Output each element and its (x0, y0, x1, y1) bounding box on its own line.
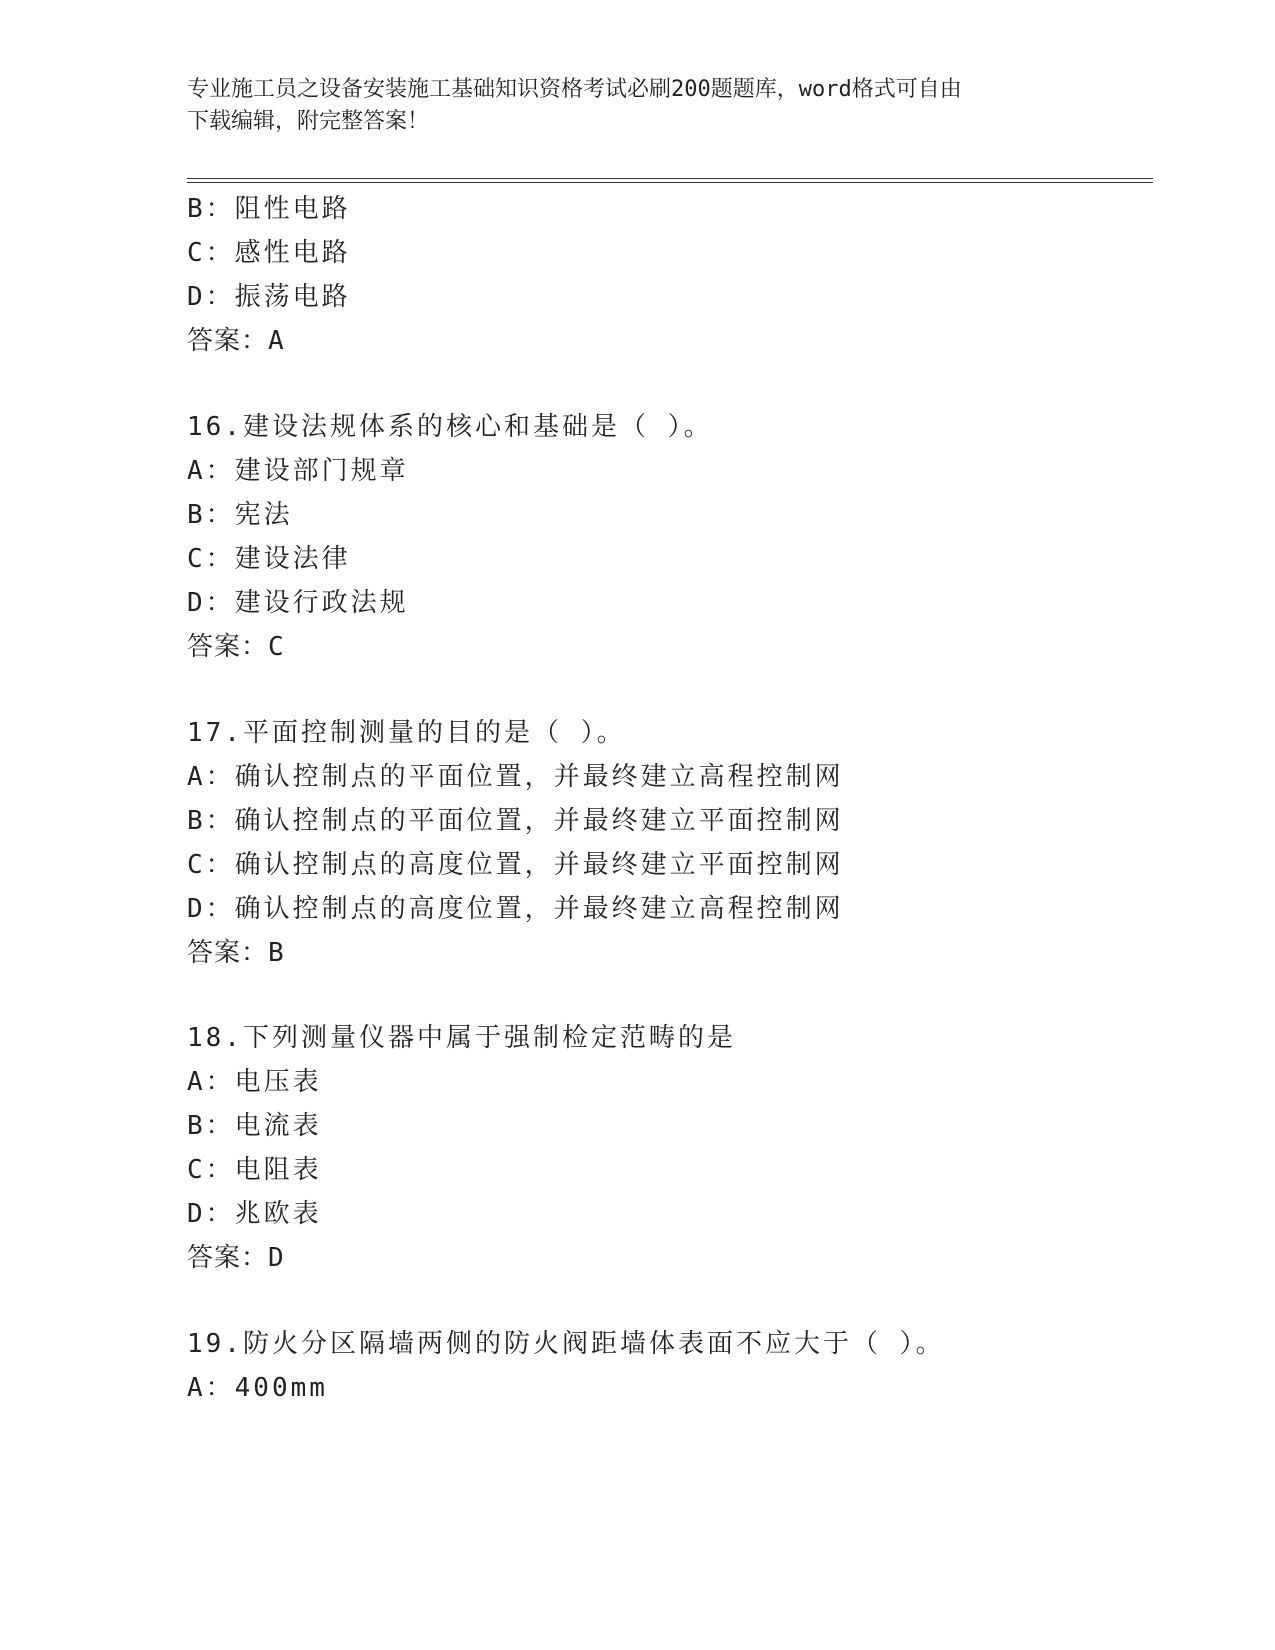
q17-answer: 答案：B (187, 938, 285, 968)
q18-answer: 答案：D (187, 1243, 285, 1273)
q18-question: 18.下列测量仪器中属于强制检定范畴的是 (187, 1023, 736, 1053)
q16-option-d: D：建设行政法规 (187, 588, 409, 618)
header-line-1: 专业施工员之设备安装施工基础知识资格考试必刷200题题库，word格式可自由 (187, 77, 962, 102)
document-header (187, 74, 1067, 138)
q17-option-a: A：确认控制点的平面位置，并最终建立高程控制网 (187, 762, 844, 792)
q17-option-d: D：确认控制点的高度位置，并最终建立高程控制网 (187, 894, 844, 924)
q17-option-b: B：确认控制点的平面位置，并最终建立平面控制网 (187, 806, 844, 836)
q15-option-c: C：感性电路 (187, 238, 351, 268)
q15-option-d: D：振荡电路 (187, 282, 351, 312)
q17-question: 17.平面控制测量的目的是（ ）。 (187, 718, 626, 748)
q18-option-a: A：电压表 (187, 1067, 322, 1097)
q16-option-a: A：建设部门规章 (187, 456, 409, 486)
q18-option-d: D：兆欧表 (187, 1199, 322, 1229)
q16-option-c: C：建设法律 (187, 544, 351, 574)
q18-option-c: C：电阻表 (187, 1155, 322, 1185)
q19-option-a: A：400mm (187, 1373, 328, 1403)
q16-answer: 答案：C (187, 632, 285, 662)
header-line-2: 下载编辑，附完整答案！ (187, 109, 430, 134)
q18-option-b: B：电流表 (187, 1111, 322, 1141)
q15-answer: 答案：A (187, 326, 285, 356)
q17-option-c: C：确认控制点的高度位置，并最终建立平面控制网 (187, 850, 844, 880)
header-divider (187, 178, 1153, 183)
q16-question: 16.建设法规体系的核心和基础是（ ）。 (187, 412, 713, 442)
q15-option-b: B：阻性电路 (187, 194, 351, 224)
q16-option-b: B：宪法 (187, 500, 293, 530)
q19-question: 19.防火分区隔墙两侧的防火阀距墙体表面不应大于（ ）。 (187, 1329, 945, 1359)
